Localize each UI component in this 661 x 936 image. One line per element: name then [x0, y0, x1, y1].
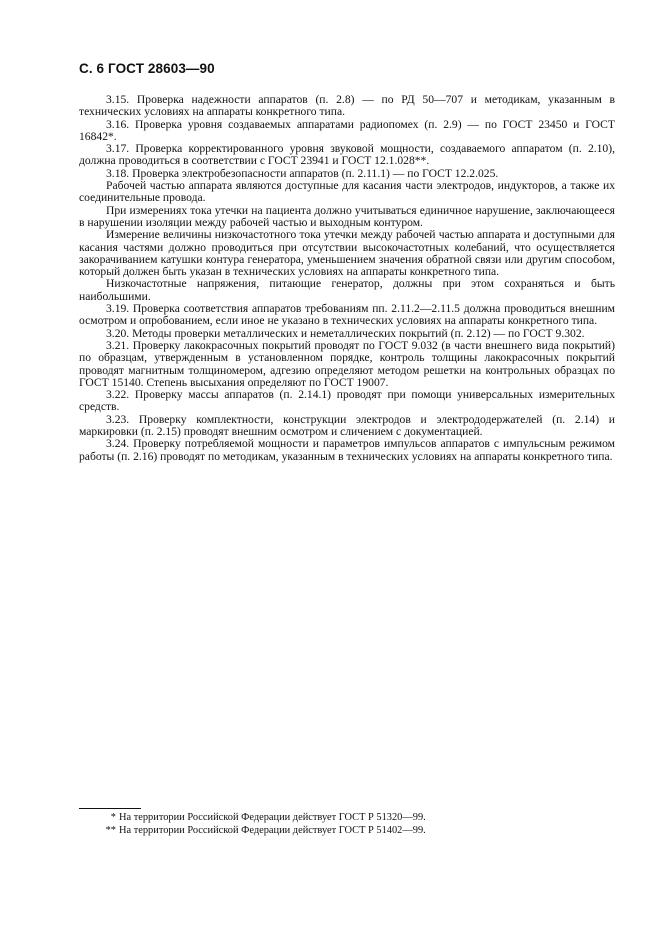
paragraph-low-frequency-voltages: Низкочастотные напряжения, питающие генератор, должны при этом сохраняться и быть наибольшими.	[79, 277, 615, 303]
paragraph-3-24: 3.24. Проверку потребляемой мощности и параметров импульсов аппаратов с импульсным режимом работы (п. 2.16) проводят по методикам, указанным в технических условиях на аппараты конкретного типа.	[79, 437, 615, 463]
paragraph-3-23: 3.23. Проверку комплектности, конструкции электродов и электрододержателей (п. 2.14) и маркировки (п. 2.15) проводят внешним осмотром и сличением с документацией.	[79, 412, 615, 439]
paragraph-3-19: 3.19. Проверка соответствия аппаратов требованиям пп. 2.11.2—2.11.5 должна проводиться внешним осмотром и опробованием, если иное не указано в технических условиях на аппараты конкретного типа.	[79, 302, 615, 328]
paragraph-working-part: Рабочей частью аппарата являются доступные для касания части электродов, индукторов, а также их соединительные провода.	[79, 179, 615, 205]
footnote-text: На территории Российской Федерации действует ГОСТ Р 51320—99.	[119, 812, 426, 823]
footnote-mark: *	[110, 812, 116, 823]
paragraph-leakage-current: При измерениях тока утечки на пациента должно учитываться единичное нарушение, заключающееся в нарушении изоляции между рабочей частью и выходным контуром.	[79, 203, 615, 229]
footnote-text: На территории Российской Федерации действует ГОСТ Р 51402—99.	[119, 824, 426, 836]
paragraph-3-21: 3.21. Проверку лакокрасочных покрытий проводят по ГОСТ 9.032 (в части внешнего вида покрытий) по образцам, утвержденным в установленном порядке, контроль толщины лакокрасочных покрытий проводят магнитным толщиномером, адгезию определяют методом решетки на контрольных образцах по ГОСТ 15140. Степень высыхания определяют по ГОСТ 19007.	[79, 338, 615, 389]
document-body	[79, 94, 615, 463]
footnotes	[79, 812, 615, 837]
paragraph-3-15: 3.15. Проверка надежности аппаратов (п. 2.8) — по РД 50—707 и методикам, указанным в технических условиях на аппараты конкретного типа.	[79, 93, 615, 119]
footnote-mark: **	[105, 824, 116, 836]
footnote-divider	[79, 808, 141, 809]
footnote-2	[79, 825, 615, 838]
paragraph-3-16: 3.16. Проверка уровня создаваемых аппаратами радиопомех (п. 2.9) — по ГОСТ 23450 и ГОСТ 16842*.	[79, 117, 615, 143]
paragraph-3-22: 3.22. Проверку массы аппаратов (п. 2.14.1) проводят при помощи универсальных измерительных средств.	[79, 388, 615, 414]
paragraph-low-frequency-measurement: Измерение величины низкочастотного тока утечки между рабочей частью аппарата и доступными для касания частями должно проводиться при отсутствии высокочастотных колебаний, что осуществляется закорачиванием катушки контура генератора, уменьшением значения обратной связи или другим способом, который должен быть указан в технических условиях на аппараты конкретного типа.	[79, 228, 615, 279]
page-header: С. 6 ГОСТ 28603—90	[79, 61, 215, 76]
footnote-1	[79, 812, 615, 825]
paragraph-3-20: 3.20. Методы проверки металлических и неметаллических покрытий (п. 2.12) — по ГОСТ 9.302.	[106, 326, 585, 340]
paragraph-3-17: 3.17. Проверка корректированного уровня звуковой мощности, создаваемого аппаратом (п. 2.10), должна проводиться в соответствии с ГОСТ 23941 и ГОСТ 12.1.028**.	[79, 142, 615, 168]
paragraph-3-18: 3.18. Проверка электробезопасности аппаратов (п. 2.11.1) — по ГОСТ 12.2.025.	[106, 166, 499, 180]
